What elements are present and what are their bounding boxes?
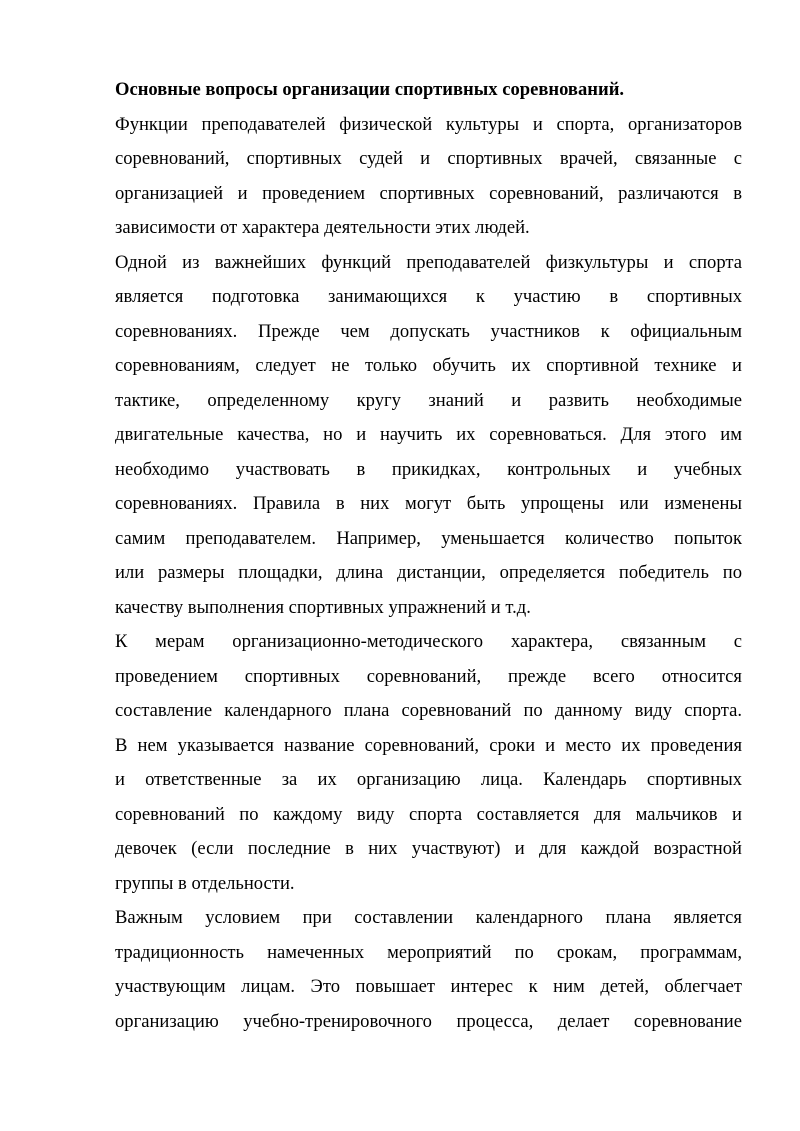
paragraph-line: Одной из важнейших функций преподавателей физкультуры и спорта (115, 251, 742, 273)
paragraph-line: участвующим лицам. Это повышает интерес к ним детей, облегчает (115, 976, 742, 997)
paragraph-line: Функции преподавателей физической культуры и спорта, организаторов (115, 113, 742, 135)
paragraph-line: организацию учебно-тренировочного процесса, делает соревнование (115, 1010, 742, 1032)
document-page (115, 73, 742, 1039)
paragraph-line: соревнований по каждому виду спорта составляется для мальчиков и (115, 803, 742, 825)
paragraph-calendar (115, 625, 742, 901)
paragraph-line: соревнованиях. Правила в них могут быть упрощены или изменены (115, 493, 742, 514)
paragraph-preparation (115, 246, 742, 626)
paragraph-line: группы в отдельности. (115, 872, 295, 894)
paragraph-line: или размеры площадки, длина дистанции, определяется победитель по (115, 562, 742, 583)
document-title: Основные вопросы организации спортивных соревнований. (115, 79, 625, 100)
paragraph-line: соревнованиях. Прежде чем допускать участников к официальным (115, 320, 742, 342)
paragraph-line: зависимости от характера деятельности этих людей. (115, 217, 530, 238)
paragraph-line: традиционность намеченных мероприятий по срокам, программам, (115, 941, 742, 963)
paragraph-line: соревнованиям, следует не только обучить их спортивной технике и (115, 355, 742, 376)
paragraph-line: и ответственные за их организацию лица. Календарь спортивных (115, 769, 742, 790)
paragraph-functions (115, 108, 742, 246)
paragraph-line: Важным условием при составлении календарного плана является (115, 907, 742, 928)
paragraph-line: проведением спортивных соревнований, прежде всего относится (115, 665, 742, 687)
paragraph-line: самим преподавателем. Например, уменьшается количество попыток (115, 527, 742, 549)
paragraph-line: организацией и проведением спортивных соревнований, различаются в (115, 182, 742, 204)
paragraph-line: тактике, определенному кругу знаний и развить необходимые (115, 389, 742, 411)
paragraph-line: двигательные качества, но и научить их соревноваться. Для этого им (115, 424, 742, 445)
paragraph-line: К мерам организационно-методического характера, связанным с (115, 631, 742, 652)
paragraph-line: качеству выполнения спортивных упражнений и т.д. (115, 596, 531, 618)
paragraph-line: соревнований, спортивных судей и спортивных врачей, связанные с (115, 148, 742, 169)
paragraph-line: В нем указывается название соревнований, сроки и место их проведения (115, 734, 742, 756)
paragraph-line: необходимо участвовать в прикидках, контрольных и учебных (115, 458, 742, 480)
paragraph-tradition (115, 901, 742, 1039)
paragraph-line: составление календарного плана соревнований по данному виду спорта. (115, 700, 742, 721)
paragraph-line: девочек (если последние в них участвуют) и для каждой возрастной (115, 838, 742, 859)
paragraph-line: является подготовка занимающихся к участию в спортивных (115, 286, 742, 307)
